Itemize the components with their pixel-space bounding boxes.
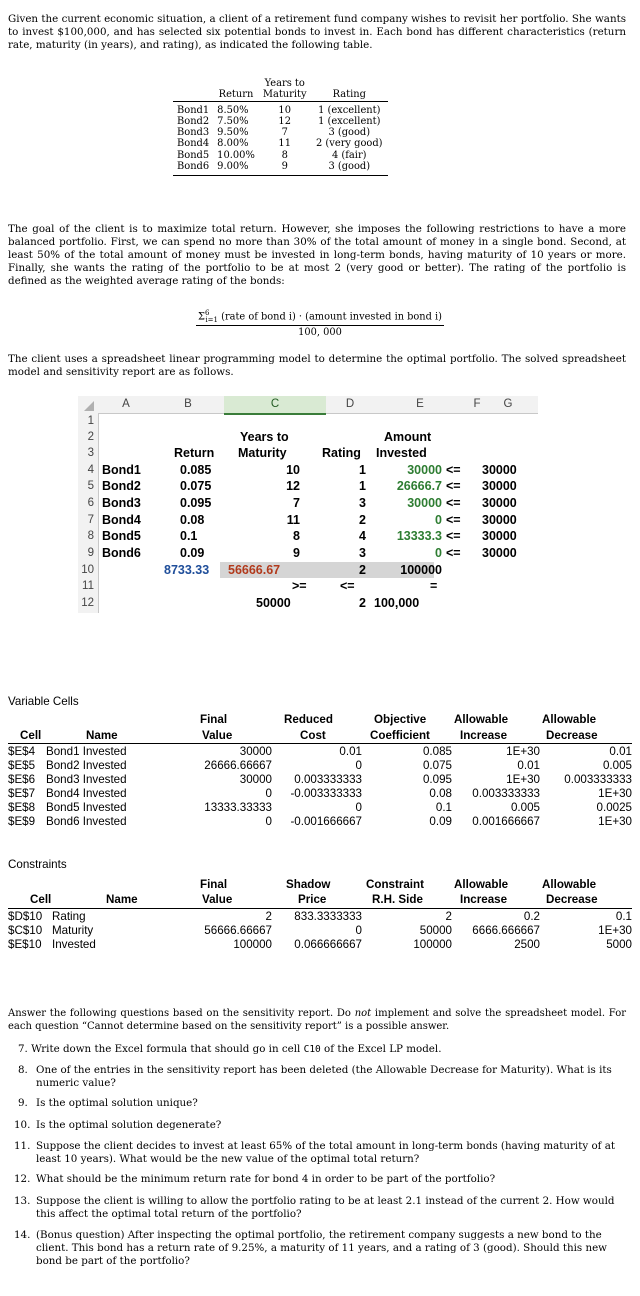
table-row	[8, 801, 632, 815]
row-number: 8	[87, 530, 94, 542]
con-allowable-decrease: 1E+30	[598, 924, 632, 937]
vc-value: 0	[265, 815, 272, 828]
row-number: 7	[87, 514, 94, 526]
vc-name: Bond2 Invested	[46, 759, 127, 772]
question-9	[18, 1097, 618, 1110]
vc-value: 30000	[239, 745, 272, 758]
answer-intro-part2: implement and solve the spreadsheet model. For each question “Cannot determine based on the sensitivity report” is a possible answer.	[8, 1008, 626, 1032]
goal-paragraph	[8, 223, 626, 288]
column-header-d[interactable]: D	[345, 398, 355, 410]
vc-header-value: Value	[202, 729, 233, 742]
vc-allowable-increase: 1E+30	[506, 745, 540, 758]
rating-header[interactable]: Rating	[322, 446, 361, 460]
answer-intro-part1: Answer the following questions based on the sensitivity report. Do	[8, 1008, 355, 1019]
vc-name: Bond6 Invested	[46, 815, 127, 828]
bond-rating: 1 (excellent)	[318, 104, 381, 116]
question-number: 7.	[18, 1043, 28, 1055]
vc-objective-coef: 0.09	[429, 815, 452, 828]
sheet-row-12	[78, 595, 538, 612]
limit-cell[interactable]: 30000	[482, 546, 517, 560]
maturity-rhs-cell[interactable]: 50000	[256, 596, 291, 610]
return-cell[interactable]: 0.095	[180, 496, 212, 510]
sum-sub: i=1	[205, 316, 218, 325]
con-header-value: Value	[202, 893, 233, 906]
rating-rhs-cell[interactable]: 2	[359, 596, 366, 610]
years-to-header[interactable]: Years to	[240, 430, 289, 444]
sheet-row-3	[78, 445, 538, 462]
limit-cell[interactable]: 30000	[482, 529, 517, 543]
sheet-row-6	[78, 495, 538, 512]
bond-maturity: 11	[278, 138, 291, 150]
table-row	[173, 161, 388, 176]
bond-name: Bond2	[177, 115, 210, 127]
return-cell[interactable]: 0.09	[180, 546, 205, 560]
row-number: 1	[87, 415, 94, 427]
row-number: 2	[87, 431, 94, 443]
sum-sup: 6	[204, 309, 210, 317]
vc-cell: $E$4	[8, 745, 36, 758]
question-12	[14, 1173, 618, 1186]
question-11	[14, 1140, 618, 1166]
question-number: 13.	[14, 1195, 31, 1207]
con-header-shadow: Shadow	[286, 878, 331, 891]
vc-allowable-decrease: 0.01	[609, 745, 632, 758]
sheet-row-9	[78, 545, 538, 562]
column-header-b[interactable]: B	[184, 398, 192, 410]
vc-objective-coef: 0.075	[422, 759, 452, 772]
bond-maturity: 7	[281, 127, 288, 139]
header-return: Return	[213, 89, 259, 101]
bond-label[interactable]: Bond3	[102, 496, 141, 510]
rating-cell[interactable]: 1	[359, 479, 366, 493]
sheet-row-11	[78, 578, 538, 595]
variable-cells-report	[8, 695, 632, 828]
question-14	[14, 1229, 618, 1268]
question-number: 8.	[18, 1064, 28, 1076]
sum-symbol: Σ	[198, 311, 205, 323]
question-10	[14, 1119, 618, 1132]
vc-name: Bond5 Invested	[46, 801, 127, 814]
bond-label[interactable]: Bond4	[102, 513, 141, 527]
table-row	[8, 759, 632, 773]
table-row	[8, 745, 632, 759]
invested-header[interactable]: Invested	[376, 446, 427, 460]
row-number: 9	[87, 547, 94, 559]
maturity-total-cell[interactable]: 56666.67	[228, 563, 281, 577]
bond-rating: 4 (fair)	[331, 149, 367, 161]
question-8	[18, 1064, 618, 1090]
constraint-operator: <=	[446, 496, 461, 510]
con-allowable-decrease: 5000	[606, 938, 632, 951]
con-allowable-increase: 2500	[514, 938, 540, 951]
vc-header-cost: Cost	[300, 729, 326, 742]
con-header-cell: Cell	[30, 893, 52, 906]
sheet-row-5	[78, 478, 538, 495]
bond-maturity: 9	[259, 161, 311, 176]
bond-name: Bond6	[173, 161, 213, 176]
vc-cell: $E$6	[8, 773, 36, 786]
total-return-cell[interactable]: 8733.33	[164, 563, 210, 577]
column-header-f[interactable]: F	[473, 398, 481, 410]
vc-value: 26666.66667	[204, 759, 272, 772]
column-header-a[interactable]: A	[122, 398, 130, 410]
table-row	[173, 116, 388, 127]
invested-cell[interactable]: 0	[435, 546, 442, 560]
vc-header-objective: Objective	[374, 713, 427, 726]
question-7	[18, 1043, 618, 1056]
bond-return: 9.50%	[217, 127, 249, 139]
question-text: Write down the Excel formula that should go in cell	[31, 1043, 304, 1055]
constraint-operator: <=	[446, 529, 461, 543]
vc-name: Bond3 Invested	[46, 773, 127, 786]
bond-name: Bond5	[177, 149, 210, 161]
row-number: 11	[82, 580, 94, 592]
vc-reduced-cost: -0.001666667	[290, 815, 362, 828]
vc-header-reduced: Reduced	[284, 713, 333, 726]
table-row	[8, 787, 632, 801]
con-shadow-price: 0	[355, 924, 362, 937]
con-rhs: 100000	[413, 938, 452, 951]
column-header-e[interactable]: E	[416, 398, 424, 410]
con-name: Invested	[52, 938, 96, 951]
vc-header-row	[8, 729, 632, 744]
vc-allowable-increase: 0.001666667	[472, 815, 540, 828]
con-rhs: 50000	[419, 924, 452, 937]
invested-cell[interactable]: 26666.7	[396, 479, 442, 493]
rating-total-cell[interactable]: 2	[359, 563, 366, 577]
rating-formula	[0, 309, 640, 338]
invested-cell[interactable]: 30000	[407, 496, 442, 510]
row-number: 10	[81, 564, 94, 576]
sheet-row-4	[78, 462, 538, 479]
amount-header[interactable]: Amount	[384, 430, 432, 444]
return-header[interactable]: Return	[174, 446, 215, 460]
limit-cell[interactable]: 30000	[482, 479, 517, 493]
column-header-g[interactable]: G	[503, 398, 513, 410]
return-cell[interactable]: 0.1	[180, 529, 198, 543]
vc-objective-coef: 0.08	[429, 787, 452, 800]
con-header-row	[8, 893, 632, 909]
vc-allowable-increase: 0.005	[510, 801, 540, 814]
return-cell[interactable]: 0.075	[180, 479, 212, 493]
con-header-allowable-inc: Allowable	[454, 878, 509, 891]
bond-return: 8.50%	[217, 104, 249, 116]
con-header-constraint: Constraint	[366, 878, 424, 891]
vc-objective-coef: 0.085	[422, 745, 452, 758]
vc-objective-coef: 0.095	[422, 773, 452, 786]
table-row	[8, 815, 632, 829]
vc-allowable-decrease: 1E+30	[598, 815, 632, 828]
row-number: 6	[87, 497, 94, 509]
vc-header-name: Name	[86, 729, 118, 742]
vc-header-final: Final	[200, 713, 228, 726]
limit-cell[interactable]: 30000	[482, 463, 517, 477]
bond-characteristics-table	[173, 78, 388, 176]
row-number: 4	[87, 464, 94, 476]
row-number: 5	[87, 480, 94, 492]
constraint-operator: <=	[446, 479, 461, 493]
con-shadow-price: 833.3333333	[294, 910, 362, 923]
question-number: 9.	[18, 1097, 28, 1109]
vc-value: 13333.33333	[204, 801, 272, 814]
row-number: 12	[81, 597, 94, 609]
question-text: Is the optimal solution degenerate?	[36, 1119, 222, 1131]
bond-return: 8.00%	[217, 138, 249, 150]
con-cell: $E$10	[8, 938, 42, 951]
row-number: 3	[87, 447, 94, 459]
vc-allowable-decrease: 0.005	[602, 759, 632, 772]
vc-header-increase: Increase	[460, 729, 508, 742]
rating-cell[interactable]: 1	[359, 463, 366, 477]
model-text: The client uses a spreadsheet linear programming model to determine the optimal portfolio. The solved spreadsheet model and sensitivity report are as follows.	[8, 353, 626, 378]
invested-rhs-cell[interactable]: 100,000	[374, 596, 420, 610]
con-header-name: Name	[106, 893, 138, 906]
question-13	[14, 1195, 618, 1221]
sheet-row-10	[78, 562, 538, 579]
rating-cell[interactable]: 3	[359, 546, 366, 560]
vc-header-coefficient: Coefficient	[370, 729, 430, 742]
variable-cells-title: Variable Cells	[8, 695, 79, 708]
vc-reduced-cost: -0.003333333	[290, 787, 362, 800]
question-number: 10.	[14, 1119, 31, 1131]
maturity-cell[interactable]: 8	[293, 529, 300, 543]
invested-operator: =	[430, 579, 438, 593]
vc-value: 30000	[239, 773, 272, 786]
table-row	[8, 910, 632, 924]
bond-rating: 1 (excellent)	[318, 115, 381, 127]
question-number: 11.	[14, 1140, 31, 1152]
invested-cell[interactable]: 13333.3	[396, 529, 442, 543]
bond-return: 10.00%	[217, 149, 255, 161]
vc-header-decrease: Decrease	[546, 729, 598, 742]
table-row	[8, 938, 632, 952]
bond-name: Bond1	[177, 104, 210, 116]
table-row	[173, 138, 388, 149]
question-number: 12.	[14, 1173, 31, 1185]
sheet-row-7	[78, 512, 538, 529]
con-value: 2	[265, 910, 272, 923]
question-text: Is the optimal solution unique?	[36, 1097, 198, 1109]
rating-operator: <=	[340, 579, 355, 593]
bond-return: 9.00%	[213, 161, 259, 176]
bond-rating: 3 (good)	[328, 127, 371, 139]
maturity-operator: >=	[292, 579, 307, 593]
sheet-row-1	[78, 413, 538, 430]
invested-total-cell[interactable]: 100000	[400, 563, 442, 577]
maturity-cell[interactable]: 10	[286, 463, 300, 477]
question-text: What should be the minimum return rate for bond 4 in order to be part of the portfolio?	[36, 1173, 496, 1185]
vc-cell: $E$7	[8, 787, 36, 800]
bond-label[interactable]: Bond1	[102, 463, 141, 477]
vc-cell: $E$5	[8, 759, 36, 772]
goal-text: The goal of the client is to maximize total return. However, she imposes the following restrictions to have a more balanced portfolio. First, we can spend no more than 30% of the total amount of money in a single bond. Second, at least 50% of the total amount of money must be invested in long-term bonds, having maturity of 10 years or more. Finally, she wants the rating of the portfolio to be at most 2 (very good or better). The rating of the portfolio is defined as the weighted average rating of the bonds:	[8, 223, 626, 287]
con-header-decrease: Decrease	[546, 893, 598, 906]
con-value: 100000	[233, 938, 272, 951]
table-row	[8, 924, 632, 938]
vc-reduced-cost: 0	[355, 759, 362, 772]
maturity-cell[interactable]: 7	[293, 496, 300, 510]
vc-name: Bond1 Invested	[46, 745, 127, 758]
con-header-rhs: R.H. Side	[372, 893, 423, 906]
table-row	[8, 773, 632, 787]
question-number: 14.	[14, 1229, 31, 1241]
column-header-c[interactable]: C	[270, 398, 280, 410]
formula-numerator	[196, 309, 444, 326]
select-all-corner-icon[interactable]	[84, 401, 94, 411]
answer-intro-not: not	[354, 1008, 372, 1019]
con-allowable-increase: 0.2	[523, 910, 540, 923]
intro-paragraph	[8, 13, 626, 52]
bond-rating: 2 (very good)	[316, 138, 383, 150]
con-name: Maturity	[52, 924, 94, 937]
vc-header-allowable-inc: Allowable	[454, 713, 509, 726]
vc-header-cell: Cell	[20, 729, 42, 742]
answer-intro	[8, 1007, 626, 1033]
question-text-end: of the Excel LP model.	[320, 1043, 442, 1055]
vc-allowable-increase: 1E+30	[506, 773, 540, 786]
sheet-row-8	[78, 528, 538, 545]
formula-denominator: 100, 000	[298, 327, 342, 339]
cell-reference: C10	[303, 1044, 321, 1055]
invested-cell[interactable]: 30000	[407, 463, 442, 477]
rating-cell[interactable]: 2	[359, 513, 366, 527]
numerator-text: (rate of bond i) · (amount invested in bond i)	[221, 311, 442, 323]
maturity-cell[interactable]: 12	[286, 479, 300, 493]
constraint-operator: <=	[446, 546, 461, 560]
question-text: One of the entries in the sensitivity report has been deleted (the Allowable Decrease for Maturity). What is its numeric value?	[36, 1064, 612, 1089]
constraint-operator: <=	[446, 513, 461, 527]
vc-name: Bond4 Invested	[46, 787, 127, 800]
con-cell: $D$10	[8, 910, 43, 923]
con-shadow-price: 0.066666667	[294, 938, 362, 951]
con-header-final: Final	[200, 878, 228, 891]
vc-header-allowable-dec: Allowable	[542, 713, 597, 726]
bond-maturity: 8	[281, 149, 288, 161]
vc-reduced-cost: 0.003333333	[294, 773, 362, 786]
bond-maturity: 10	[278, 104, 291, 116]
maturity-header[interactable]: Maturity	[238, 446, 287, 460]
vc-reduced-cost: 0.01	[339, 745, 362, 758]
bond-name: Bond4	[177, 138, 210, 150]
limit-cell[interactable]: 30000	[482, 513, 517, 527]
con-header-increase: Increase	[460, 893, 508, 906]
question-text: Suppose the client decides to invest at least 65% of the total amount in long-term bonds (having maturity of at least 10 years). What would be the new value of the optimal total return?	[36, 1140, 616, 1165]
question-text: Suppose the client is willing to allow the portfolio rating to be at least 2.1 instead of the current 2. How would this affect the optimal total return of the portfolio?	[36, 1195, 615, 1220]
con-header-allowable-dec: Allowable	[542, 878, 597, 891]
vc-allowable-decrease: 0.0025	[596, 801, 632, 814]
table-row	[173, 127, 388, 138]
maturity-cell[interactable]: 11	[286, 513, 300, 527]
header-maturity: Maturity	[259, 89, 311, 101]
bond-name: Bond3	[177, 127, 210, 139]
bond-return: 7.50%	[217, 115, 249, 127]
model-paragraph	[8, 353, 626, 379]
answer-intro-text	[8, 1007, 626, 1033]
vc-objective-coef: 0.1	[435, 801, 452, 814]
maturity-cell[interactable]: 9	[293, 546, 300, 560]
invested-cell[interactable]: 0	[435, 513, 442, 527]
return-cell[interactable]: 0.085	[180, 463, 212, 477]
question-text: (Bonus question) After inspecting the optimal portfolio, the retirement company suggests a new bond to the client. This bond has a return rate of 9.25%, a maturity of 11 years, and a rating of 3 (good). Should this new bond be part of the portfolio?	[36, 1229, 607, 1267]
bond-label[interactable]: Bond6	[102, 546, 141, 560]
bond-rating: 3 (good)	[311, 161, 388, 176]
rating-cell[interactable]: 4	[359, 529, 366, 543]
table-row	[173, 150, 388, 161]
limit-cell[interactable]: 30000	[482, 496, 517, 510]
bond-label[interactable]: Bond2	[102, 479, 141, 493]
con-allowable-decrease: 0.1	[615, 910, 632, 923]
constraint-operator: <=	[446, 463, 461, 477]
bond-label[interactable]: Bond5	[102, 529, 141, 543]
return-cell[interactable]: 0.08	[180, 513, 205, 527]
vc-reduced-cost: 0	[355, 801, 362, 814]
vc-allowable-decrease: 1E+30	[598, 787, 632, 800]
intro-text: Given the current economic situation, a client of a retirement fund company wishes to revisit her portfolio. She wants to invest $100,000, and has selected six potential bonds to invest in. Each bond has different characteristics (return rate, maturity (in years), and rating), as indicated the following table.	[8, 13, 626, 51]
con-rhs: 2	[445, 910, 452, 923]
vc-allowable-increase: 0.003333333	[472, 787, 540, 800]
con-name: Rating	[52, 910, 86, 923]
con-cell: $C$10	[8, 924, 43, 937]
bond-maturity: 12	[278, 115, 291, 127]
con-value: 56666.66667	[204, 924, 272, 937]
vc-allowable-decrease: 0.003333333	[564, 773, 632, 786]
header-rating: Rating	[311, 89, 388, 101]
vc-allowable-increase: 0.01	[517, 759, 540, 772]
constraints-title: Constraints	[8, 858, 67, 871]
con-allowable-increase: 6666.666667	[472, 924, 540, 937]
vc-cell: $E$8	[8, 801, 36, 814]
rating-cell[interactable]: 3	[359, 496, 366, 510]
vc-value: 0	[265, 787, 272, 800]
table-row	[173, 101, 388, 116]
constraints-report	[8, 858, 632, 958]
header-years-to: Years to	[264, 78, 305, 89]
sheet-row-2	[78, 429, 538, 446]
vc-cell: $E$9	[8, 815, 36, 828]
con-header-price: Price	[298, 893, 327, 906]
